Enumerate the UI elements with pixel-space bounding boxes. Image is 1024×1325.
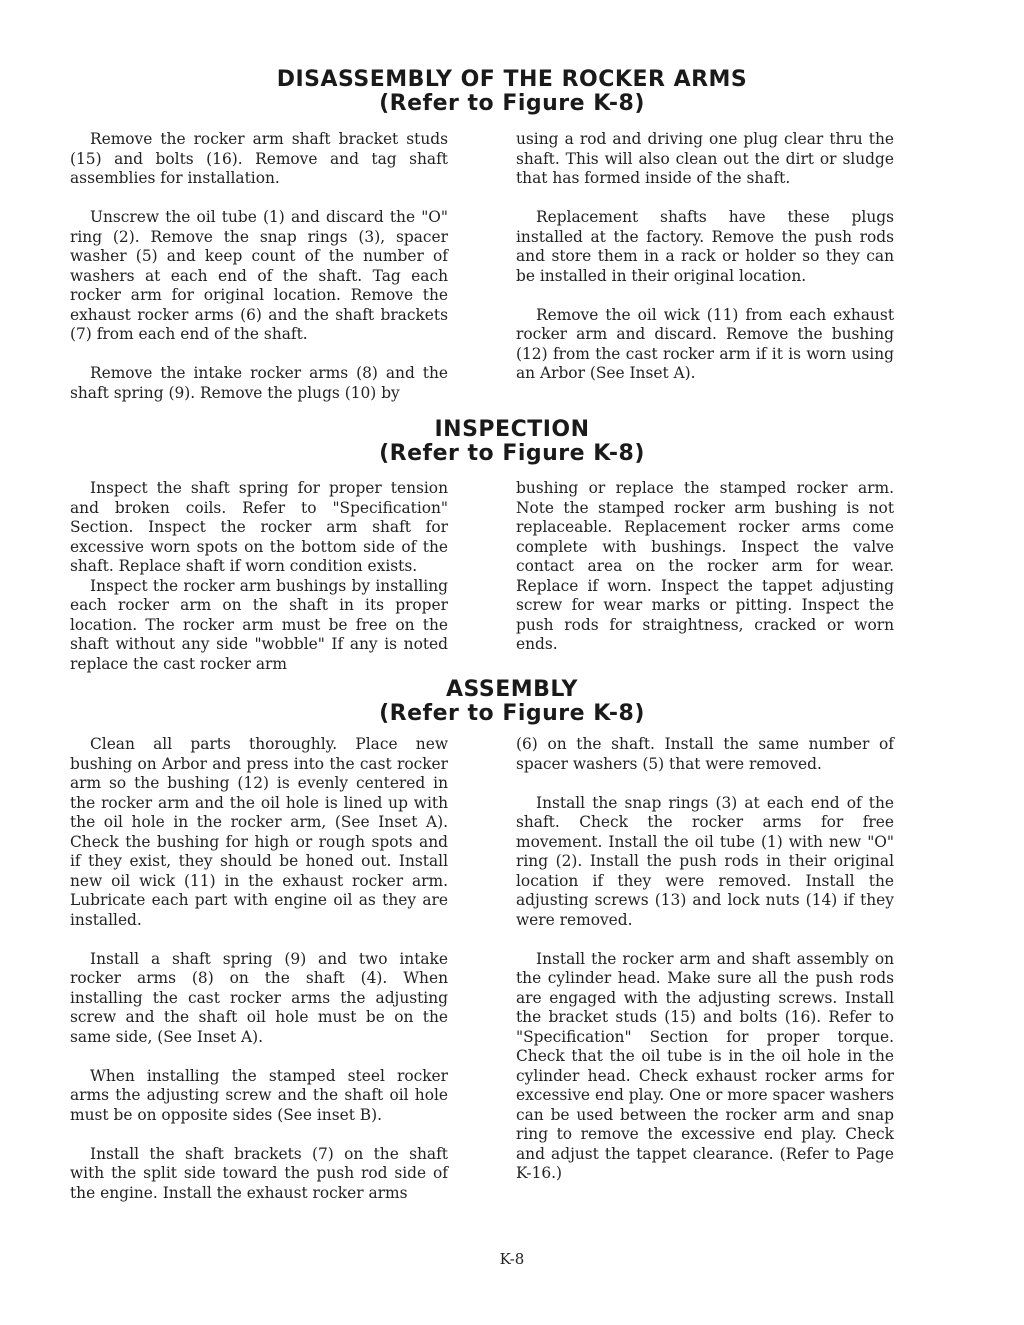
paragraph: using a rod and driving one plug clear thru the shaft. This will also clean out the dirt or sludge that has formed inside of the shaft.	[516, 130, 894, 187]
paragraph: Install the shaft brackets (7) on the shaft with the split side toward the push rod side of the engine. Install the exhaust rocker arms	[70, 1144, 448, 1202]
inspection-heading	[0, 418, 1024, 466]
paragraph: Install a shaft spring (9) and two intake rocker arms (8) on the shaft (4). When installing the cast rocker arms the adjusting screw and the shaft oil hole must be on the same side, (See Inset A).	[70, 949, 448, 1046]
inspection-subtitle: (Refer to Figure K-8)	[379, 441, 645, 466]
paragraph: Clean all parts thoroughly. Place new bushing on Arbor and press into the cast rocker arm so the bushing (12) is evenly centered in the rocker arm and the oil hole is lined up with the oil hole in the rocker arm, (See Inset A). Check the bushing for high or rough spots and if they exist, they should be honed out. Install new oil wick (11) in the exhaust rocker arm. Lubricate each part with engine oil as they are installed.	[70, 735, 448, 929]
page-number: K-8	[499, 1250, 525, 1268]
paragraph: (6) on the shaft. Install the same number of spacer washers (5) that were removed.	[516, 735, 894, 773]
paragraph: Unscrew the oil tube (1) and discard the "O" ring (2). Remove the snap rings (3), spacer washer (5) and keep count of the number of washers at each end of the shaft. Tag each rocker arm for original location. Remove the exhaust rocker arms (6) and the shaft brackets (7) from each end of the shaft.	[70, 208, 448, 343]
assembly-title: ASSEMBLY	[446, 677, 578, 702]
paragraph: Inspect the shaft spring for proper tension and broken coils. Refer to "Specification" Section. Inspect the rocker arm shaft for excessive worn spots on the bottom side of the shaft. Replace shaft if worn condition exists.	[70, 479, 448, 575]
paragraph: When installing the stamped steel rocker arms the adjusting screw and the shaft oil hole must be on opposite sides (See inset B).	[70, 1066, 448, 1124]
inspection-title: INSPECTION	[434, 417, 590, 442]
assembly-left-column	[70, 735, 448, 1203]
disassembly-left-column	[70, 130, 448, 403]
inspection-left-column	[70, 479, 448, 674]
disassembly-title: DISASSEMBLY OF THE ROCKER ARMS	[276, 67, 748, 92]
paragraph: Remove the rocker arm shaft bracket studs (15) and bolts (16). Remove and tag shaft assemblies for installation.	[70, 130, 448, 187]
assembly-right-column	[516, 735, 894, 1184]
inspection-right-column	[516, 479, 894, 655]
paragraph: Install the rocker arm and shaft assembly on the cylinder head. Make sure all the push rods are engaged with the adjusting screws. Install the bracket studs (15) and bolts (16). Refer to "Specification" Section for proper torque. Check that the oil tube is in the oil hole in the cylinder head. Check exhaust rocker arms for excessive end play. One or more spacer washers can be used between the rocker arm and snap ring to remove the excessive end play. Check and adjust the tappet clearance. (Refer to Page K-16.)	[516, 949, 894, 1182]
paragraph: Inspect the rocker arm bushings by installing each rocker arm on the shaft in its proper location. The rocker arm must be free on the shaft without any side "wobble" If any is noted replace the cast rocker arm	[70, 576, 448, 673]
paragraph: Install the snap rings (3) at each end of the shaft. Check the rocker arms for free movement. Install the oil tube (1) with new "O" ring (2). Install the push rods in their original location if they were removed. Install the adjusting screws (13) and lock nuts (14) if they were removed.	[516, 793, 894, 929]
paragraph: Remove the oil wick (11) from each exhaust rocker arm and discard. Remove the bushing (12) from the cast rocker arm if it is worn using an Arbor (See Inset A).	[516, 305, 894, 382]
assembly-heading	[0, 678, 1024, 726]
paragraph: bushing or replace the stamped rocker arm. Note the stamped rocker arm bushing is not replaceable. Replacement rocker arms come complete with bushings. Inspect the valve contact area on the rocker arm for wear. Replace if worn. Inspect the tappet adjusting screw for wear marks or pitting. Inspect the push rods for straightness, cracked or worn ends.	[516, 479, 894, 653]
disassembly-heading	[0, 68, 1024, 116]
paragraph: Replacement shafts have these plugs installed at the factory. Remove the push rods and store them in a rack or holder so they can be installed in their original location.	[516, 208, 894, 285]
disassembly-right-column	[516, 130, 894, 384]
assembly-subtitle: (Refer to Figure K-8)	[379, 701, 645, 726]
paragraph: Remove the intake rocker arms (8) and the shaft spring (9). Remove the plugs (10) by	[70, 364, 448, 402]
disassembly-subtitle: (Refer to Figure K-8)	[379, 91, 645, 116]
